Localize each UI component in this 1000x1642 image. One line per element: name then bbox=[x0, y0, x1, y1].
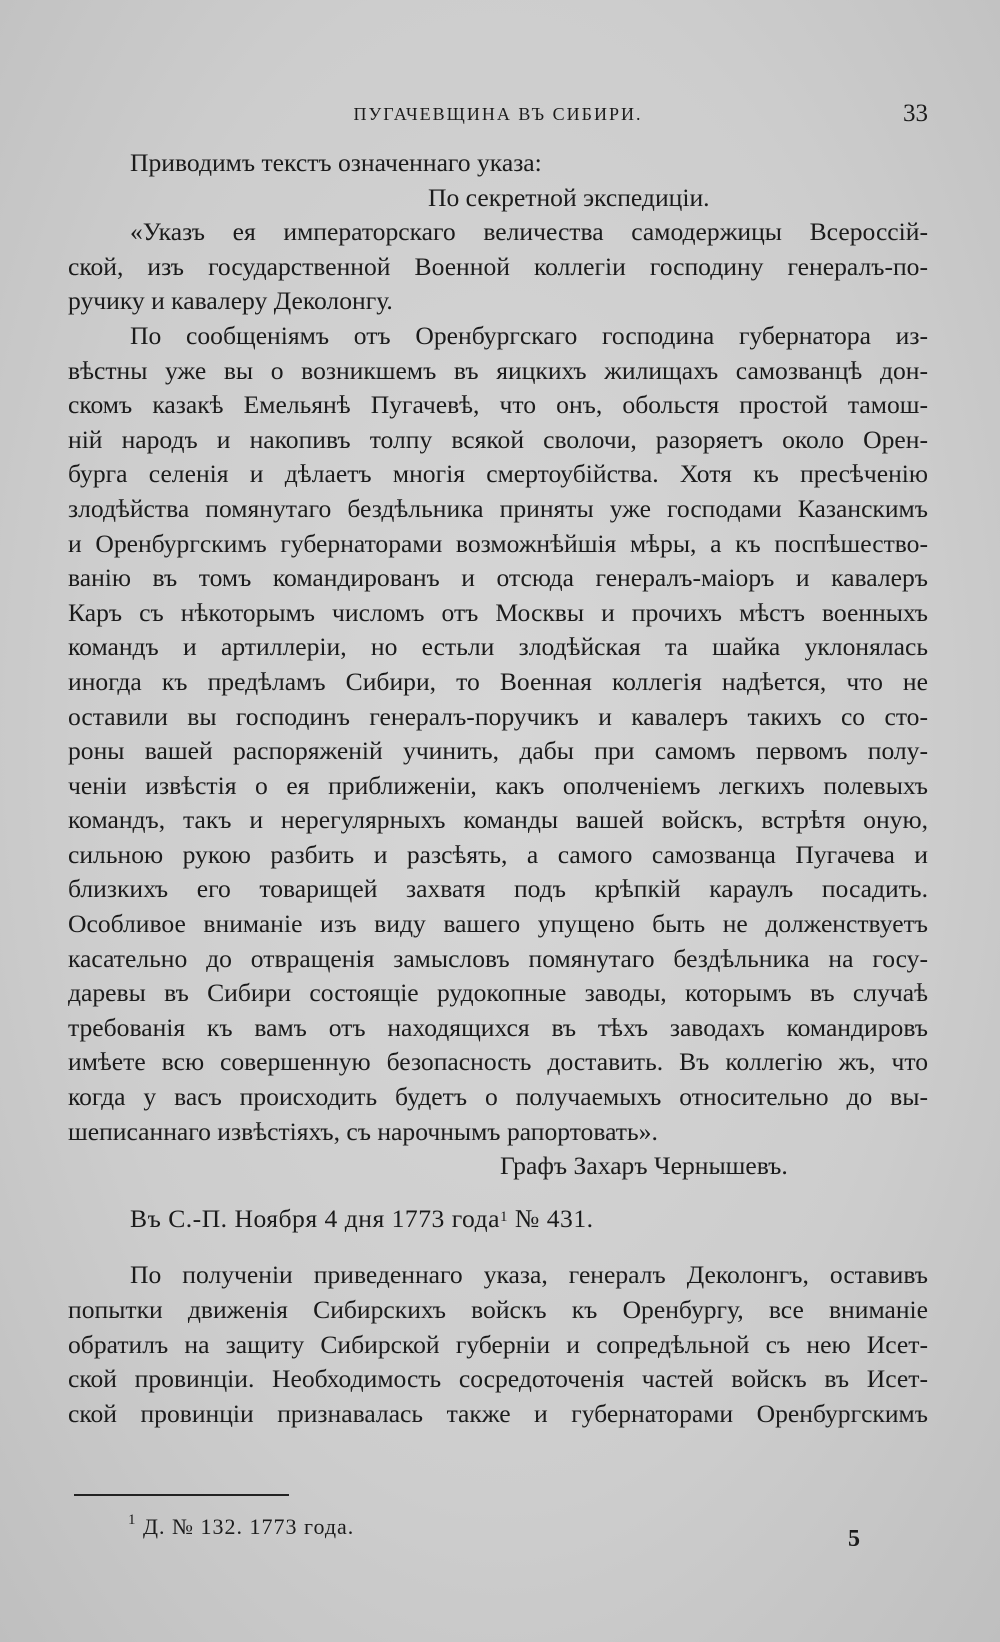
footnote-reference: 1 bbox=[500, 1208, 509, 1225]
body-text bbox=[68, 146, 928, 1431]
decree-line: бурга селенія и дѣлаетъ многія смертоубійства. Хотя къ пресѣченію bbox=[68, 459, 928, 489]
decree-line: сильною рукою разбить и разсѣять, а самого самозванца Пугачева и bbox=[68, 839, 928, 869]
date-line bbox=[68, 1202, 928, 1237]
footnote-marker: 1 bbox=[128, 1512, 137, 1528]
decree-line: злодѣйства помянутаго бездѣльника приняты уже господами Казанскимъ bbox=[68, 493, 928, 523]
decree-line: командъ, такъ и нерегулярныхъ команды вашей войскъ, встрѣтя оную, bbox=[68, 805, 928, 835]
decree-line: иногда къ предѣламъ Сибири, то Военная коллегія надѣется, что не bbox=[68, 666, 928, 696]
footnote-text: Д. № 132. 1773 года. bbox=[136, 1514, 355, 1539]
decree-number: № 431. bbox=[508, 1203, 594, 1233]
section-heading: По секретной экспедиціи. bbox=[428, 182, 710, 212]
page-header bbox=[68, 100, 928, 136]
decree-line: ній народъ и накопивъ толпу всякой сволочи, разоряетъ около Орен- bbox=[68, 424, 928, 454]
decree-line: ченіи извѣстія о ея приближеніи, какъ ополченіемъ легкихъ полевыхъ bbox=[68, 770, 928, 800]
decree-line: ванію въ томъ командированъ и отсюда генералъ-маіоръ и кавалеръ bbox=[68, 563, 928, 593]
decree-line: Каръ съ нѣкоторымъ числомъ отъ Москвы и прочихъ мѣстъ военныхъ bbox=[68, 597, 928, 627]
running-head: ПУГАЧЕВЩИНА ВЪ СИБИРИ. bbox=[353, 104, 643, 124]
decree-line: ручику и кавалеру Деколонгу. bbox=[68, 286, 393, 316]
decree-line: касательно до отвращенія замысловъ помянутаго бездѣльника на госу- bbox=[68, 943, 928, 973]
decree-line: По сообщеніямъ отъ Оренбургскаго господина губернатора из- bbox=[130, 320, 928, 350]
decree-line: близкихъ его товарищей захватя подъ крѣпкій караулъ посадить. bbox=[68, 874, 928, 904]
decree-line: вѣстны уже вы о возникшемъ въ яицкихъ жилищахъ самозванцѣ дон- bbox=[68, 355, 928, 385]
paragraph-line: обратилъ на защиту Сибирской губерніи и сопредѣльной съ нею Исет- bbox=[68, 1329, 928, 1359]
paragraph-line: ской провинціи. Необходимость сосредоточенія частей войскъ въ Исет- bbox=[68, 1364, 928, 1394]
decree-line: Особливое вниманіе изъ виду вашего упущено быть не долженствуетъ bbox=[68, 909, 928, 939]
decree-line: ской, изъ государственной Военной коллегіи господину генералъ-по- bbox=[68, 251, 928, 281]
decree-line: даревы въ Сибири состоящіе рудокопные заводы, которымъ въ случаѣ bbox=[68, 978, 928, 1008]
page-number: 33 bbox=[903, 100, 928, 127]
decree-line: шеписаннаго извѣстіяхъ, съ нарочнымъ рапортовать». bbox=[68, 1116, 658, 1146]
decree-line: командъ и артиллеріи, но естьли злодѣйская та шайка уклонялась bbox=[68, 632, 928, 662]
spacer bbox=[68, 1184, 928, 1202]
signature-line: Графъ Захаръ Чернышевъ. bbox=[500, 1151, 788, 1181]
date-text: Въ С.-П. Ноября 4 дня 1773 года bbox=[130, 1203, 501, 1233]
decree-line: когда у васъ происходить будетъ о получаемыхъ относительно до вы- bbox=[68, 1082, 928, 1112]
signature-mark: 5 bbox=[848, 1526, 860, 1552]
decree-line: «Указъ ея императорскаго величества самодержицы Всероссій- bbox=[130, 217, 928, 247]
decree-line: имѣете всю совершенную безопасность доставить. Въ коллегію жъ, что bbox=[68, 1047, 928, 1077]
paragraph-line: попытки движенія Сибирскихъ войскъ къ Оренбургу, все вниманіе bbox=[68, 1295, 928, 1324]
decree-line: требованія къ вамъ отъ находящихся въ тѣхъ заводахъ командировъ bbox=[68, 1012, 928, 1042]
footnote bbox=[128, 1514, 354, 1540]
intro-line: Приводимъ текстъ означеннаго указа: bbox=[130, 148, 542, 177]
paragraph-line: ской провинціи признавалась также и губернаторами Оренбургскимъ bbox=[68, 1398, 928, 1428]
spacer bbox=[68, 1236, 928, 1258]
decree-line: оставили вы господинъ генералъ-поручикъ и кавалеръ такихъ со сто- bbox=[68, 701, 928, 731]
decree-line: роны вашей распоряженій учинить, дабы при самомъ первомъ полу- bbox=[68, 736, 928, 766]
decree-line: скомъ казакѣ Емельянѣ Пугачевѣ, что онъ, обольстя простой тамош- bbox=[68, 390, 928, 420]
decree-line: и Оренбургскимъ губернаторами возможнѣйшія мѣры, а къ поспѣшество- bbox=[68, 528, 928, 558]
footnote-divider bbox=[74, 1494, 289, 1496]
paragraph-line: По полученіи приведеннаго указа, генералъ Деколонгъ, оставивъ bbox=[130, 1260, 928, 1290]
